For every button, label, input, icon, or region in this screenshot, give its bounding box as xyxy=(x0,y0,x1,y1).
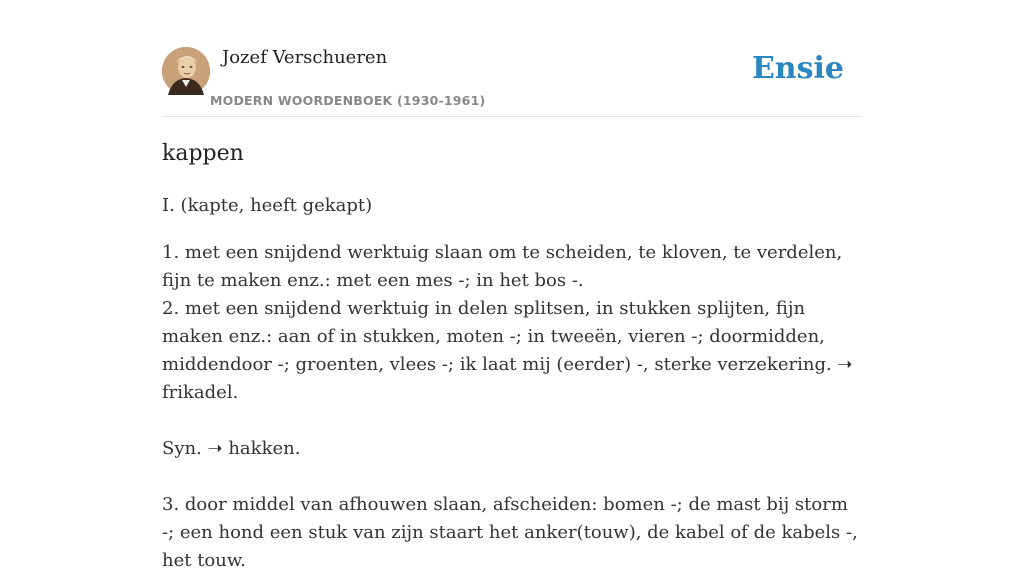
author-name[interactable]: Jozef Verschueren xyxy=(222,47,388,68)
page-container xyxy=(162,0,862,571)
paragraph-gap xyxy=(162,407,862,435)
definition-paragraph: 3. door middel van afhouwen slaan, afscheiden: bomen -; de mast bij storm -; een hond een stuk van zijn staart het anker(touw), de kabel of de kabels -, het touw. xyxy=(162,494,858,571)
entry-body xyxy=(162,239,862,575)
definition-paragraph: 1. met een snijdend werktuig slaan om te scheiden, te kloven, te verdelen, fijn te maken enz.: met een mes -; in het bos -. xyxy=(162,242,843,291)
brand-logo[interactable]: Ensie xyxy=(751,51,844,86)
entry-grammar: I. (kapte, heeft gekapt) xyxy=(162,195,373,216)
definition-paragraph: 2. met een snijdend werktuig in delen splitsen, in stukken splijten, fijn maken enz.: aan of in stukken, moten -; in tweeën, vieren -; doormidden, middendoor -; groenten, vlees -; ik laat mij (eerder) -, sterke verzekering. ➝ frikadel. xyxy=(162,298,853,403)
header xyxy=(162,0,862,117)
paragraph-gap xyxy=(162,463,862,491)
source-label[interactable]: MODERN WOORDENBOEK (1930-1961) xyxy=(210,93,486,108)
entry-title: kappen xyxy=(162,141,244,166)
portrait-icon xyxy=(162,47,210,95)
synonym-paragraph: Syn. ➝ hakken. xyxy=(162,438,301,459)
author-avatar[interactable] xyxy=(162,47,210,95)
